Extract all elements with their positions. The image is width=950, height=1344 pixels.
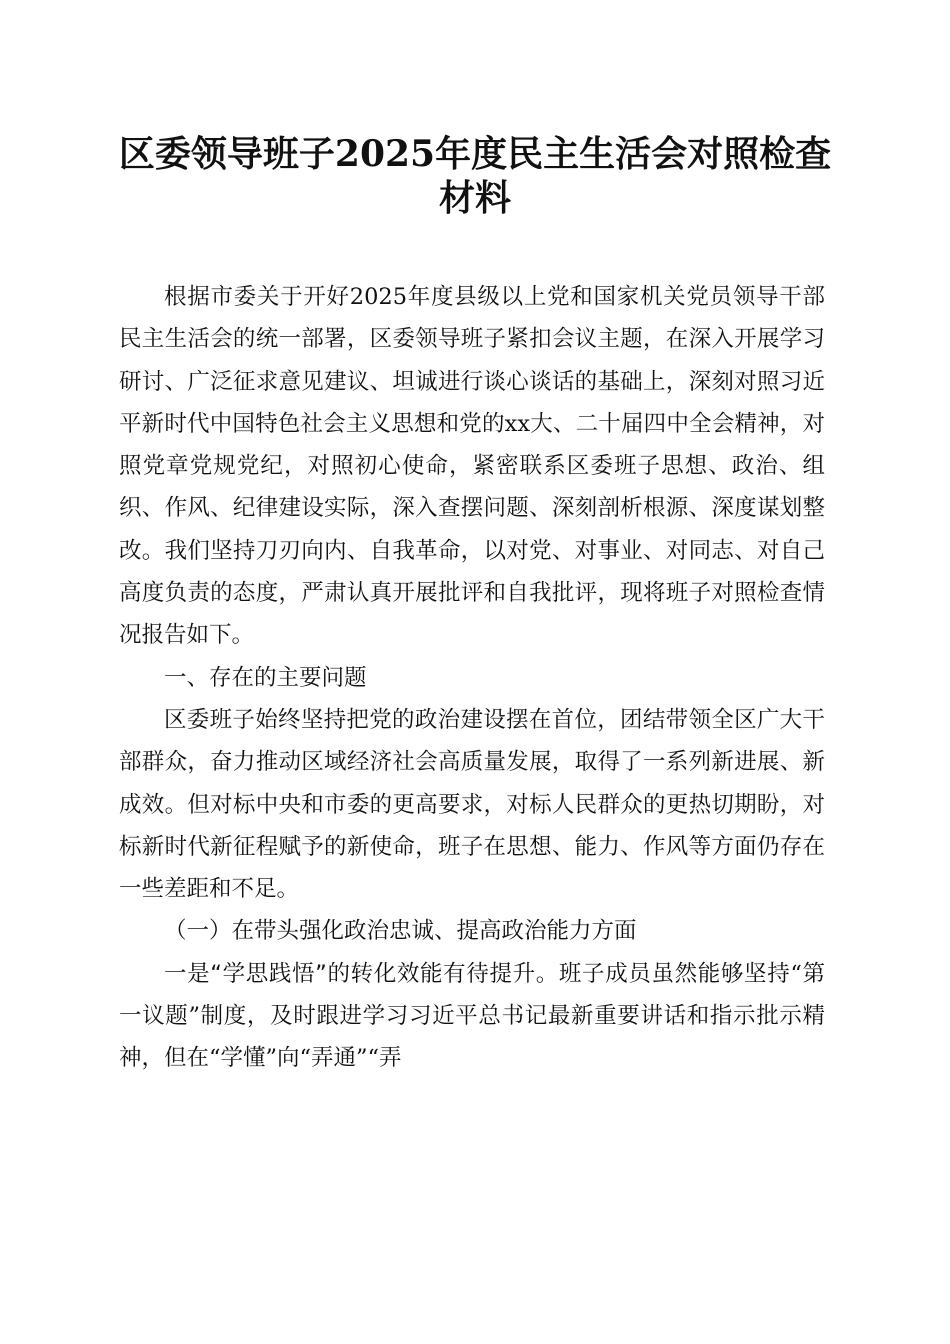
intro-paragraph: 根据市委关于开好2025年度县级以上党和国家机关党员领导干部民主生活会的统一部署，区委领导班子紧扣会议主题，在深入开展学习研讨、广泛征求意见建议、坦诚进行谈心谈话的基础上，深刻对照习近平新时代中国特色社会主义思想和党的xx大、二十届四中全会精神，对照党章党规党纪，对照初心使命，紧密联系区委班子思想、政治、组织、作风、纪律建设实际，深入查摆问题、深刻剖析根源、深度谋划整改。我们坚持刀刃向内、自我革命，以对党、对事业、对同志、对自己高度负责的态度，严肃认真开展批评和自我批评，现将班子对照检查情况报告如下。 xyxy=(119,284,825,649)
point-lead: 一是“学思践悟”的转化效能有待提升。 xyxy=(164,960,559,987)
point-text: 班子成员虽然能够坚持“第一议题”制度，及时跟进学习习近平总书记最新重要讲话和指示批示精神，但在“学懂”向“弄通”“弄 xyxy=(119,960,825,1072)
document-title xyxy=(110,132,840,220)
section-heading: 一、存在的主要问题 xyxy=(164,664,367,691)
title-line-1: 区委领导班子2025年度民主生活会对照检查 xyxy=(118,133,832,175)
section-paragraph: 区委班子始终坚持把党的政治建设摆在首位，团结带领全区广大干部群众，奋力推动区域经济社会高质量发展，取得了一系列新进展、新成效。但对标中央和市委的更高要求，对标人民群众的更热切期盼，对标新时代新征程赋予的新使命，班子在思想、能力、作风等方面仍存在一些差距和不足。 xyxy=(119,706,825,903)
point-paragraph xyxy=(119,953,825,1080)
subsection-heading: （一）在带头强化政治忠诚、提高政治能力方面 xyxy=(164,918,637,945)
document-body xyxy=(119,276,825,1080)
title-line-2: 材料 xyxy=(438,177,511,219)
